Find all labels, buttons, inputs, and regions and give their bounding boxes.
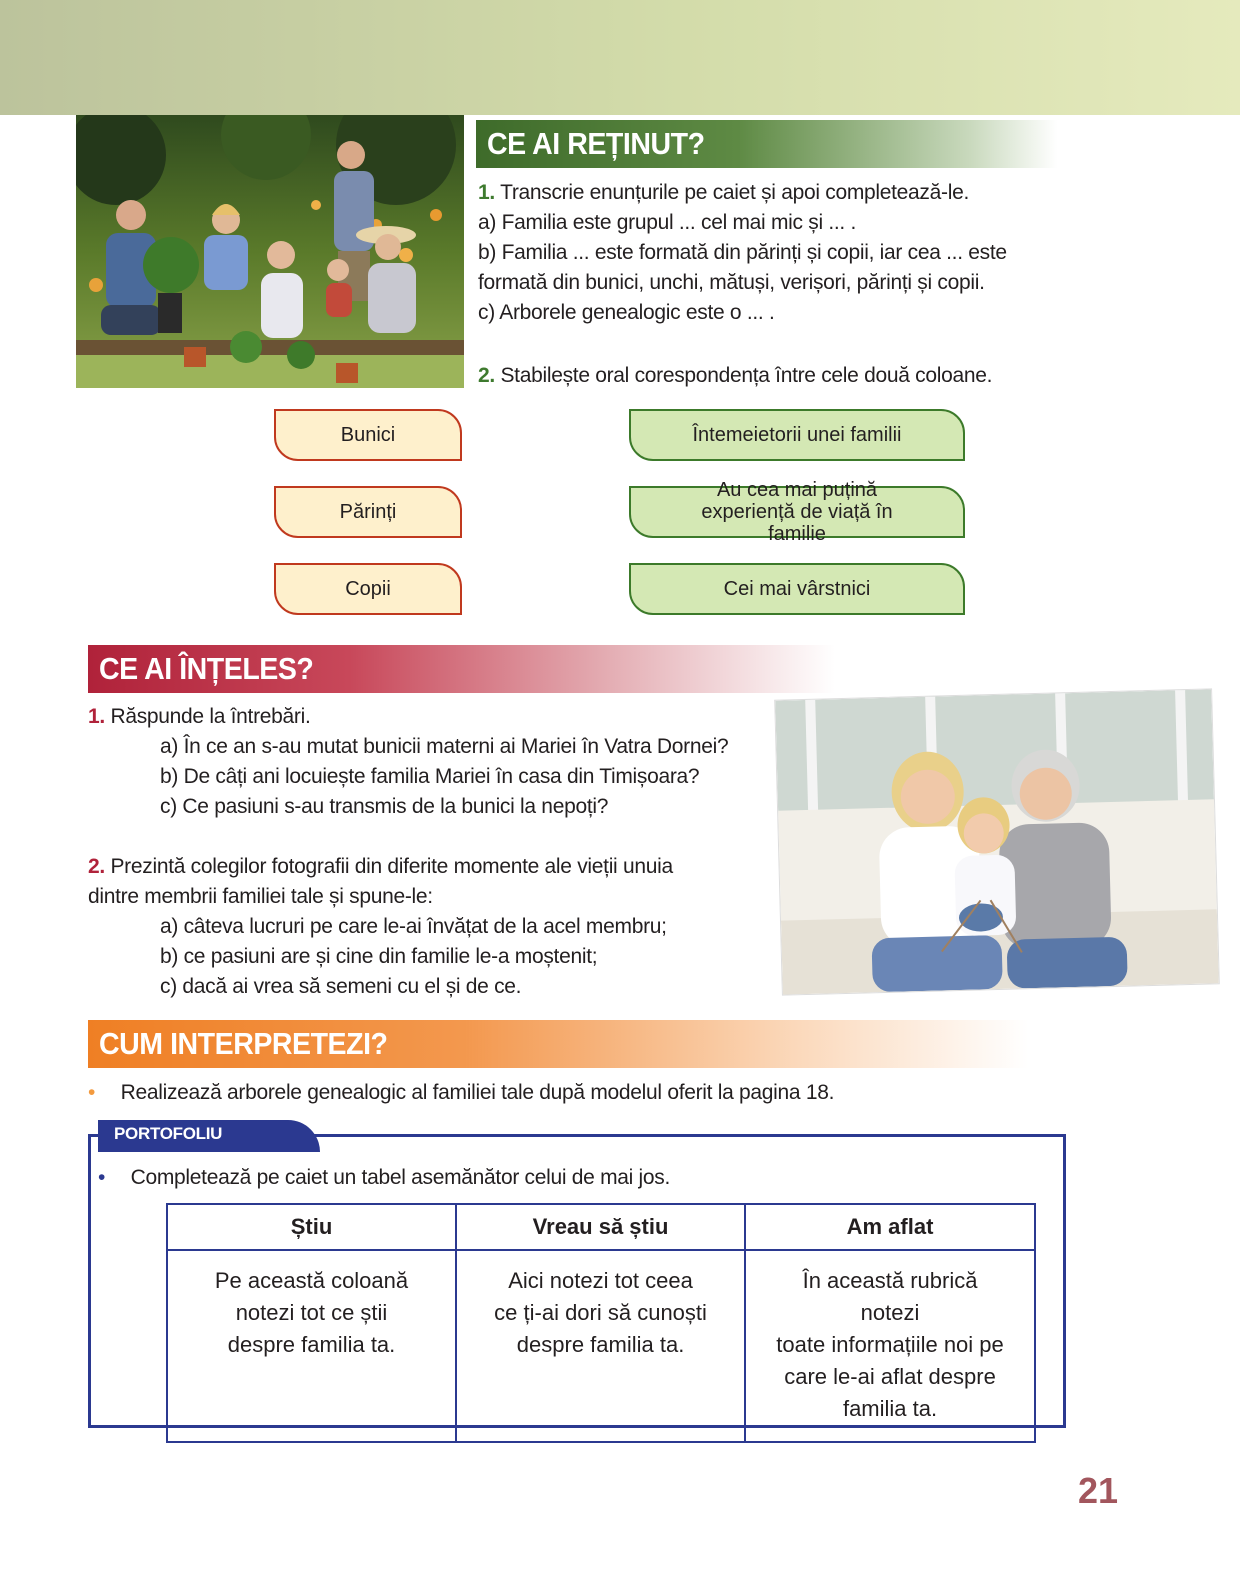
cell-line: ce ți-ai dori să cunoști: [494, 1300, 707, 1325]
match-right-experienta: Au cea mai puțină experiență de viață în familie: [629, 486, 965, 538]
retinut-q1-a: a) Familia este grupul ... cel mai mic și ... .: [478, 211, 857, 234]
inteles-q2-a: a) câteva lucruri pe care le-ai învățat de la acel membru;: [160, 915, 667, 938]
question-number: 1.: [478, 181, 495, 204]
portofoliu-text: Completează pe caiet un tabel asemănător celui de mai jos.: [130, 1166, 671, 1189]
inteles-q2-c: c) dacă ai vrea să semeni cu el și de ce.: [160, 975, 522, 998]
cell-line: Aici notezi tot ceea: [508, 1268, 693, 1293]
retinut-q1-c: c) Arborele genealogic este o ... .: [478, 301, 775, 324]
cell-line: familia ta.: [842, 1396, 938, 1421]
portofoliu-tab-label: PORTOFOLIU: [114, 1124, 223, 1143]
interpretezi-line: [88, 1078, 834, 1108]
cell-line: În această rubrică notezi: [802, 1268, 978, 1325]
retinut-q2-line: [478, 361, 992, 391]
match-left-parinti: Părinți: [274, 486, 462, 538]
cell-line: notezi tot ce știi: [235, 1300, 388, 1325]
kwl-cell-aflat: [745, 1250, 1035, 1442]
inteles-q2-line2: dintre membrii familiei tale și spune-le:: [88, 885, 433, 908]
inteles-q1-b: b) De câți ani locuiește familia Mariei în casa din Timișoara?: [160, 765, 700, 788]
kwl-header-stiu: Știu: [167, 1204, 456, 1250]
cell-line: despre familia ta.: [227, 1332, 396, 1357]
retinut-q1-line: [478, 178, 969, 208]
inteles-q2-b: b) ce pasiuni are și cine din familie le-a moștenit;: [160, 945, 598, 968]
section-header-ce-ai-inteles: CE AI ÎNȚELES?: [88, 645, 835, 693]
kwl-header-aflat: Am aflat: [745, 1204, 1035, 1250]
match-left-copii: Copii: [274, 563, 462, 615]
three-generations-photo: [774, 688, 1220, 995]
inteles-q1-a: a) În ce an s-au mutat bunicii materni ai Mariei în Vatra Dornei?: [160, 735, 729, 758]
bullet: •: [98, 1166, 106, 1189]
portofoliu-tab: [98, 1120, 320, 1152]
section-header-ce-ai-retinut: CE AI REȚINUT?: [476, 120, 1057, 168]
inteles-q1-c: c) Ce pasiuni s-au transmis de la bunici la nepoți?: [160, 795, 609, 818]
kwl-cell-stiu: [167, 1250, 456, 1442]
kwl-cell-vreau: [456, 1250, 745, 1442]
retinut-q1-b1: b) Familia ... este formată din părinți și copii, iar cea ... este: [478, 241, 1007, 264]
question-number: 2.: [88, 855, 105, 878]
portofoliu-line: [98, 1163, 670, 1193]
match-right-varstnici: Cei mai vârstnici: [629, 563, 965, 615]
match-right-intemeietorii: Întemeietorii unei familii: [629, 409, 965, 461]
cell-line: Pe această coloană: [214, 1268, 409, 1293]
interpretezi-text: Realizează arborele genealogic al familiei tale după modelul oferit la pagina 18.: [120, 1081, 835, 1104]
kwl-header-vreau: Vreau să știu: [456, 1204, 745, 1250]
match-left-bunici: Bunici: [274, 409, 462, 461]
kwl-table: [166, 1203, 1036, 1443]
question-text: Transcrie enunțurile pe caiet și apoi completează-le.: [500, 181, 969, 204]
family-gardening-photo: [76, 115, 464, 388]
cell-line: care le-ai aflat despre: [784, 1364, 996, 1389]
kwl-header-row: [167, 1204, 1035, 1250]
section-header-cum-interpretezi: CUM INTERPRETEZI?: [88, 1020, 1028, 1068]
question-text: Prezintă colegilor fotografii din diferite momente ale vieții unuia: [110, 855, 673, 878]
bullet: •: [88, 1081, 96, 1104]
cell-line: toate informațiile noi pe: [776, 1332, 1004, 1357]
question-number: 2.: [478, 364, 495, 387]
page-number: 21: [1078, 1470, 1119, 1511]
top-decorative-band: [0, 0, 1240, 115]
retinut-q1-b2: formată din bunici, unchi, mătuși, verișori, părinți și copii.: [478, 271, 985, 294]
inteles-q2-line1: [88, 852, 673, 882]
question-text: Stabilește oral corespondența între cele două coloane.: [500, 364, 993, 387]
cell-line: despre familia ta.: [516, 1332, 685, 1357]
question-text: Răspunde la întrebări.: [110, 705, 311, 728]
inteles-q1-line: [88, 702, 311, 732]
kwl-body-row: [167, 1250, 1035, 1442]
question-number: 1.: [88, 705, 105, 728]
